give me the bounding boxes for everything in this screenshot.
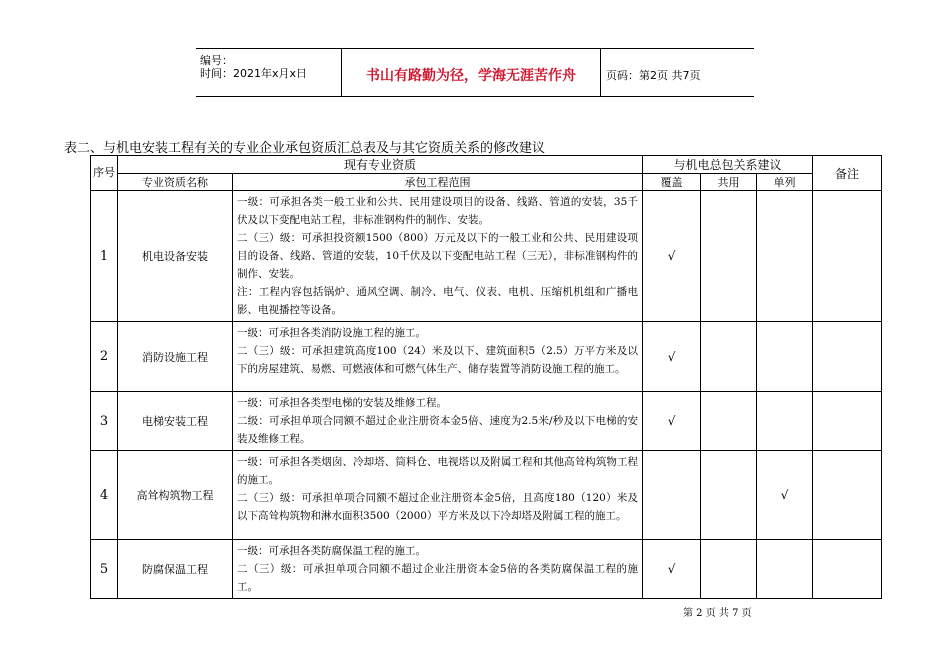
- shared-cell: [701, 451, 757, 540]
- row-scope: [233, 540, 643, 599]
- shared-cell: [701, 191, 757, 322]
- row-scope: [233, 451, 643, 540]
- scope-paragraph: 二级：可承担单项合同额不超过企业注册资本金5倍、速度为2.5米/秒及以下电梯的安装及维修工程。: [237, 415, 639, 445]
- header-shared: 共用: [701, 174, 757, 191]
- header-remark: 备注: [813, 156, 882, 191]
- separate-cell: [757, 191, 813, 322]
- row-qualification-name: 机电设备安装: [118, 191, 233, 322]
- table-row: [91, 451, 882, 540]
- check-mark-icon: √: [667, 249, 676, 263]
- row-seq: 4: [91, 451, 118, 540]
- shared-cell: [701, 540, 757, 599]
- table-body: [91, 191, 882, 599]
- cover-cell: [643, 540, 701, 599]
- scope-paragraph: 一级：可承担各类烟囱、冷却塔、筒料仓、电视塔以及附属工程和其他高耸构筑物工程的施工。: [237, 456, 639, 486]
- cover-cell: [643, 191, 701, 322]
- check-mark-icon: √: [667, 562, 676, 576]
- scope-paragraph: 二（三）级：可承担单项合同额不超过企业注册资本金5倍的各类防腐保温工程的施工。: [237, 563, 639, 593]
- table-header-row-1: [91, 156, 882, 174]
- document-header: [196, 48, 754, 97]
- header-motto: 书山有路勤为径，学海无涯苦作舟: [366, 68, 576, 84]
- row-qualification-name: 高耸构筑物工程: [118, 451, 233, 540]
- cover-cell: [643, 451, 701, 540]
- remark-cell: [813, 451, 882, 540]
- row-scope: [233, 322, 643, 392]
- header-existing-qualification: 现有专业资质: [118, 156, 643, 174]
- table-row: [91, 191, 882, 322]
- header-right-cell: [600, 49, 754, 96]
- table-row: [91, 392, 882, 451]
- scope-paragraph: 一级：可承担各类消防设施工程的施工。: [237, 327, 426, 339]
- scope-paragraph: 二（三）级：可承担建筑高度100（24）米及以下、建筑面积5（2.5）万平方米及以下的房屋建筑、易燃、可燃液体和可燃气体生产、储存装置等消防设施工程的施工。: [237, 345, 639, 375]
- shared-cell: [701, 322, 757, 392]
- check-mark-icon: √: [667, 414, 676, 428]
- scope-paragraph: 二（三）级：可承担投资额1500（800）万元及以下的一般工业和公共、民用建设项目的设备、线路、管道的安装，10千伏及以下变配电站工程（三无），非标准钢构件的制作、安装。: [237, 232, 639, 280]
- scope-paragraph: 一级：可承担各类型电梯的安装及维修工程。: [237, 397, 447, 409]
- remark-cell: [813, 540, 882, 599]
- check-mark-icon: √: [667, 349, 676, 364]
- separate-cell: [757, 392, 813, 451]
- header-seq: 序号: [91, 156, 118, 191]
- row-qualification-name: 防腐保温工程: [118, 540, 233, 599]
- remark-cell: [813, 392, 882, 451]
- header-separate: 单列: [757, 174, 813, 191]
- header-center-cell: [341, 49, 601, 96]
- row-seq: 1: [91, 191, 118, 322]
- table-caption: 表二、与机电安装工程有关的专业企业承包资质汇总表及与其它资质关系的修改建议: [64, 141, 546, 156]
- check-mark-icon: √: [780, 488, 789, 502]
- table-row: [91, 322, 882, 392]
- scope-paragraph: 注：工程内容包括锅炉、通风空调、制冷、电气、仪表、电机、压缩机机组和广播电影、电视播控等设备。: [237, 286, 639, 316]
- row-seq: 3: [91, 392, 118, 451]
- header-page-label: 页码：第2页 共7页: [606, 69, 701, 82]
- scope-paragraph: 一级：可承担各类防腐保温工程的施工。: [237, 545, 426, 557]
- remark-cell: [813, 191, 882, 322]
- scope-paragraph: 一级：可承担各类一般工业和公共、民用建设项目的设备、线路、管道的安装，35千伏及以下变配电站工程，非标准钢构件的制作、安装。: [237, 196, 639, 226]
- cover-cell: [643, 322, 701, 392]
- header-left-cell: [196, 49, 341, 96]
- scope-paragraph: 二（三）级：可承担单项合同额不超过企业注册资本金5倍，且高度180（120）米及以下高耸构筑物和淋水面积3500（2000）平方米及以下冷却塔及附属工程的施工。: [237, 492, 639, 522]
- cover-cell: [643, 392, 701, 451]
- row-qualification-name: 电梯安装工程: [118, 392, 233, 451]
- row-seq: 2: [91, 322, 118, 392]
- row-qualification-name: 消防设施工程: [118, 322, 233, 392]
- table-row: [91, 540, 882, 599]
- row-seq: 5: [91, 540, 118, 599]
- row-scope: [233, 392, 643, 451]
- header-scope: 承包工程范围: [233, 174, 643, 191]
- separate-cell: [757, 540, 813, 599]
- document-number-label: 编号：: [200, 54, 233, 67]
- header-relation-suggestion: 与机电总包关系建议: [643, 156, 813, 174]
- header-qualification-name: 专业资质名称: [118, 174, 233, 191]
- header-cover: 覆盖: [643, 174, 701, 191]
- table-header-row-2: [91, 174, 882, 191]
- separate-cell: [757, 322, 813, 392]
- row-scope: [233, 191, 643, 322]
- shared-cell: [701, 392, 757, 451]
- document-time-label: 时间：2021年x月x日: [200, 67, 308, 80]
- qualification-table: [90, 155, 882, 599]
- remark-cell: [813, 322, 882, 392]
- separate-cell: [757, 451, 813, 540]
- page-footer: 第 2 页 共 7 页: [683, 608, 752, 619]
